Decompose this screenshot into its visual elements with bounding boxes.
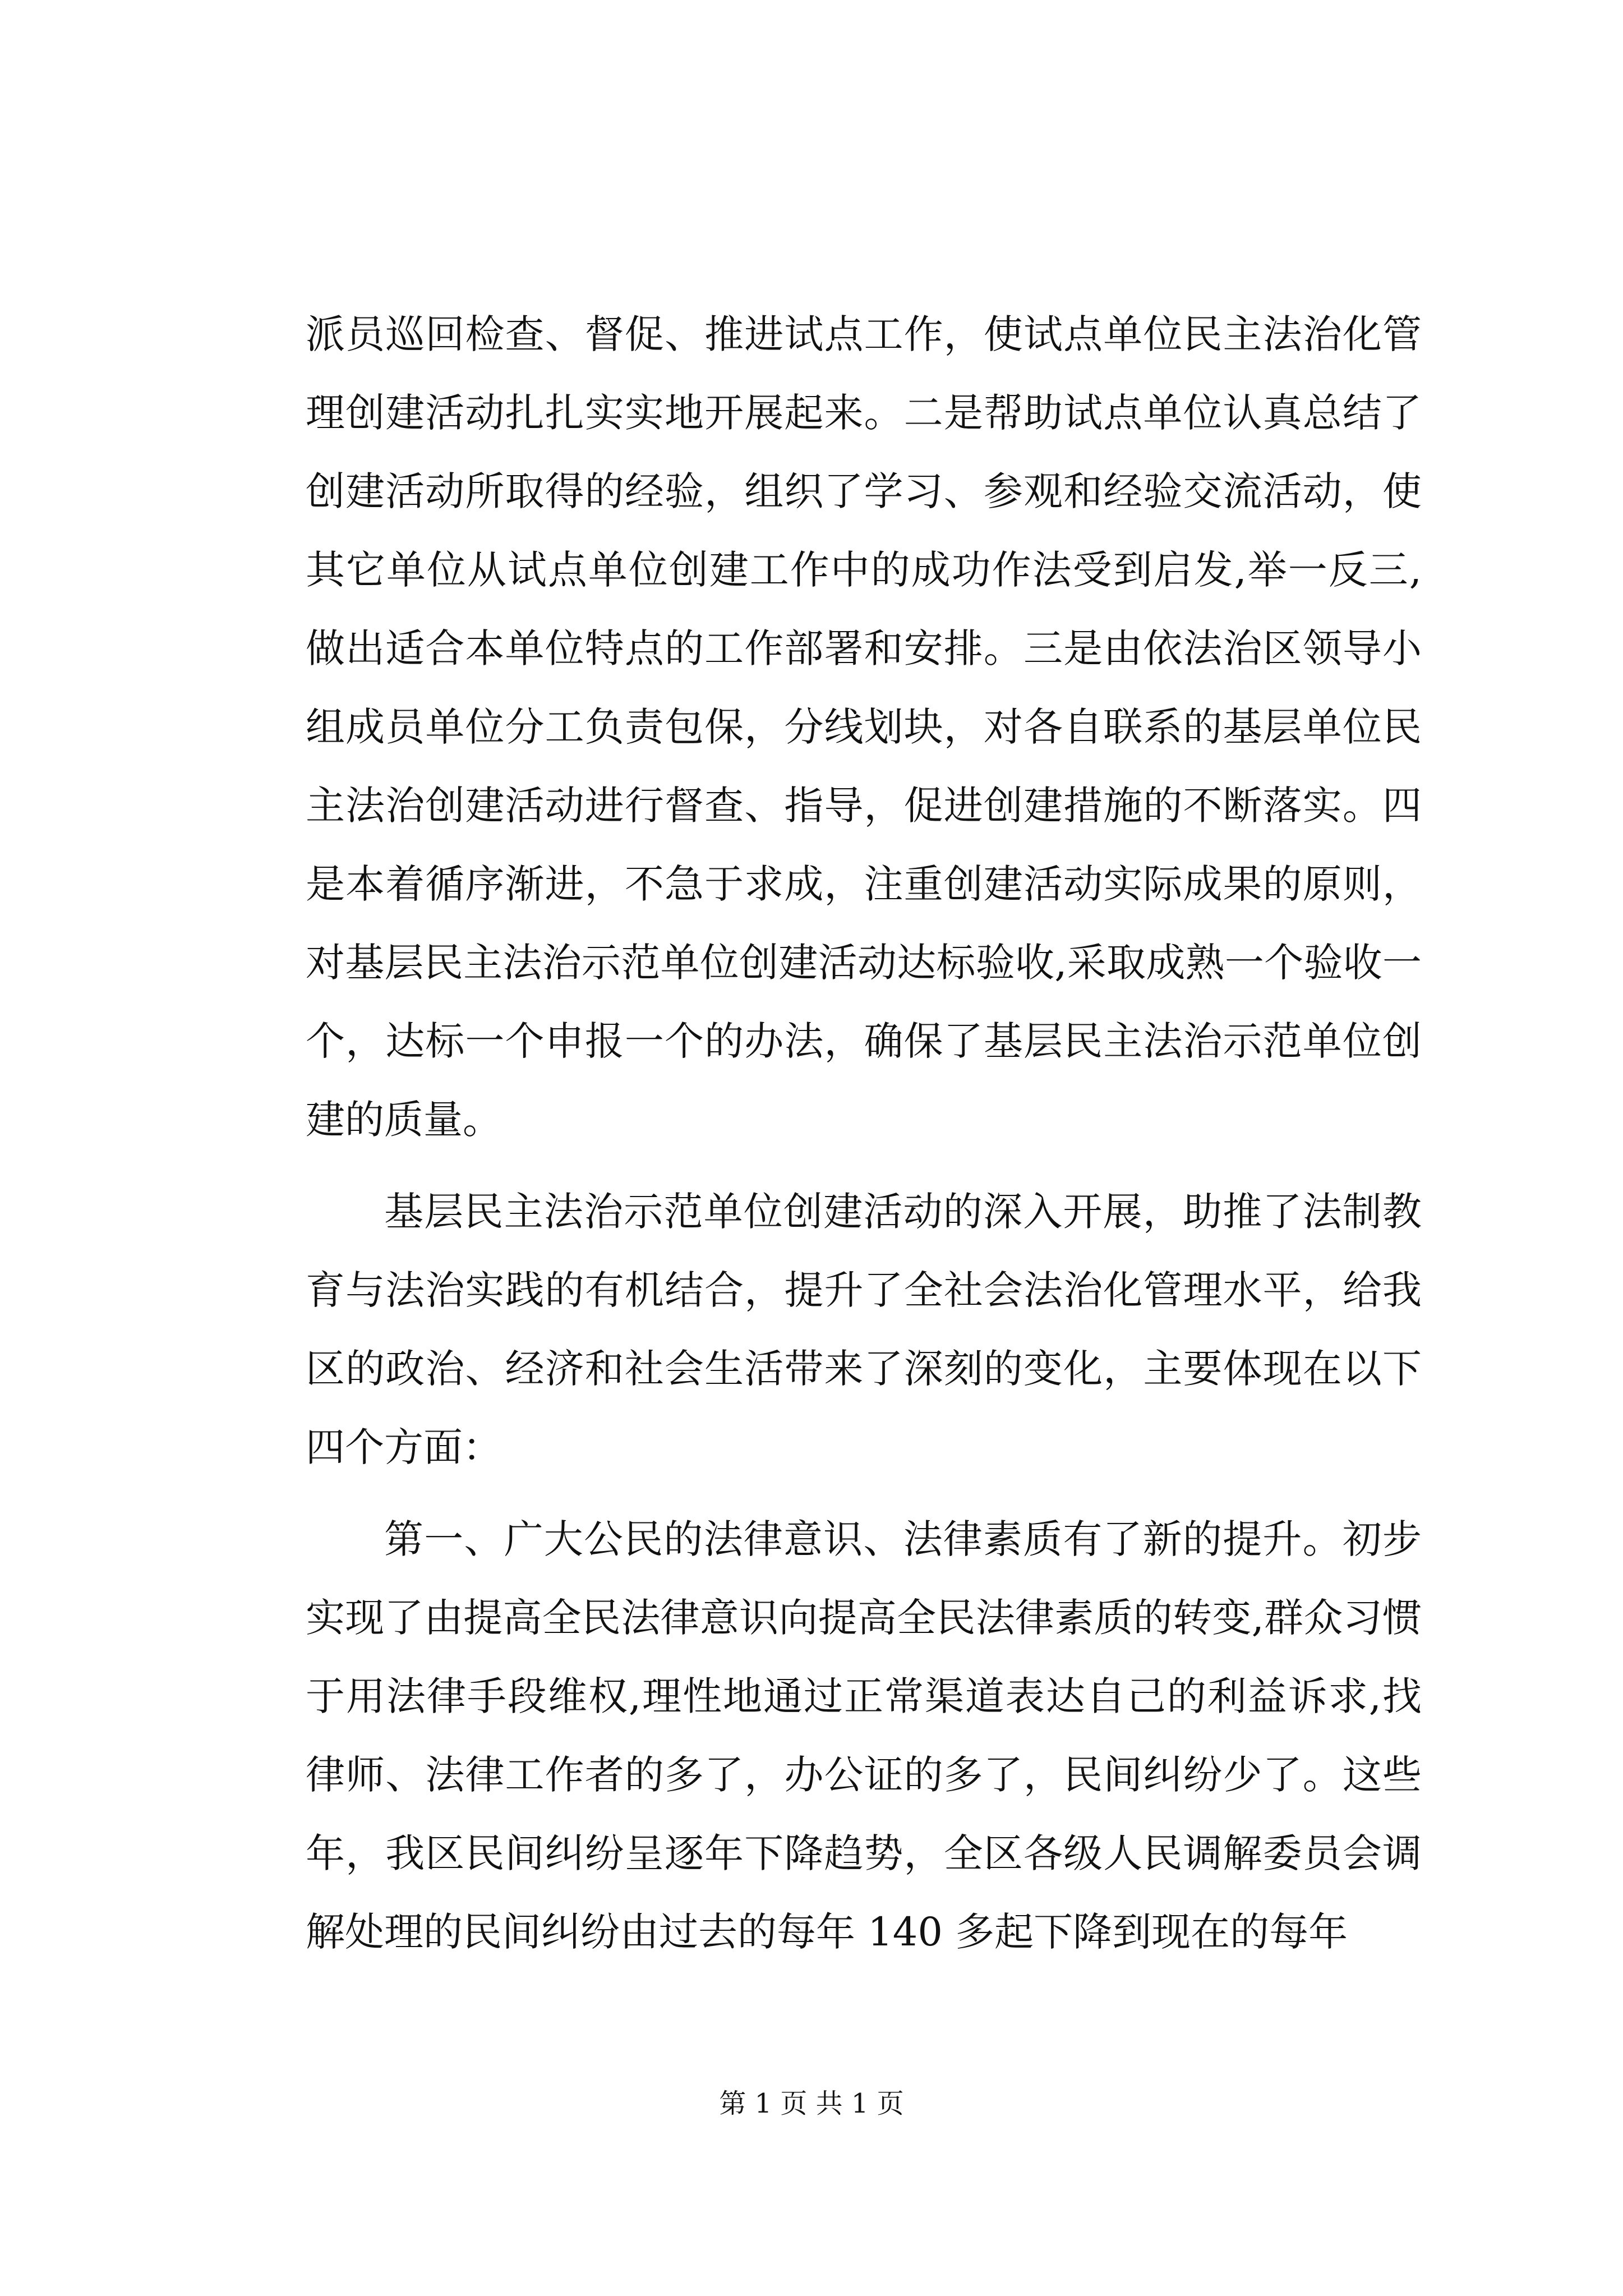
page-footer: 第 1 页 共 1 页 [719, 2088, 904, 2119]
paragraph-2: 基层民主法治示范单位创建活动的深入开展，助推了法制教育与法治实践的有机结合，提升了全社会法治化管理水平，给我区的政治、经济和社会生活带来了深刻的变化，主要体现在以下四个方面： [306, 1189, 1422, 1470]
document-body [306, 295, 1422, 1985]
paragraph-3: 第一、广大公民的法律意识、法律素质有了新的提升。初步实现了由提高全民法律意识向提高全民法律素质的转变,群众习惯于用法律手段维权,理性地通过正常渠道表达自己的利益诉求,找律师、法律工作者的多了，办公证的多了，民间纠纷少了。这些年，我区民间纠纷呈逐年下降趋势，全区各级人民调解委员会调解处理的民间纠纷由过去的每年 140 多起下降到现在的每年 [306, 1516, 1422, 1955]
paragraph-1: 派员巡回检查、督促、推进试点工作，使试点单位民主法治化管理创建活动扎扎实实地开展起来。二是帮助试点单位认真总结了创建活动所取得的经验，组织了学习、参观和经验交流活动，使其它单位从试点单位创建工作中的成功作法受到启发,举一反三,做出适合本单位特点的工作部署和安排。三是由依法治区领导小组成员单位分工负责包保，分线划块，对各自联系的基层单位民主法治创建活动进行督查、指导，促进创建措施的不断落实。四是本着循序渐进，不急于求成，注重创建活动实际成果的原则，对基层民主法治示范单位创建活动达标验收,采取成熟一个验收一个，达标一个申报一个的办法，确保了基层民主法治示范单位创建的质量。 [306, 311, 1422, 1143]
